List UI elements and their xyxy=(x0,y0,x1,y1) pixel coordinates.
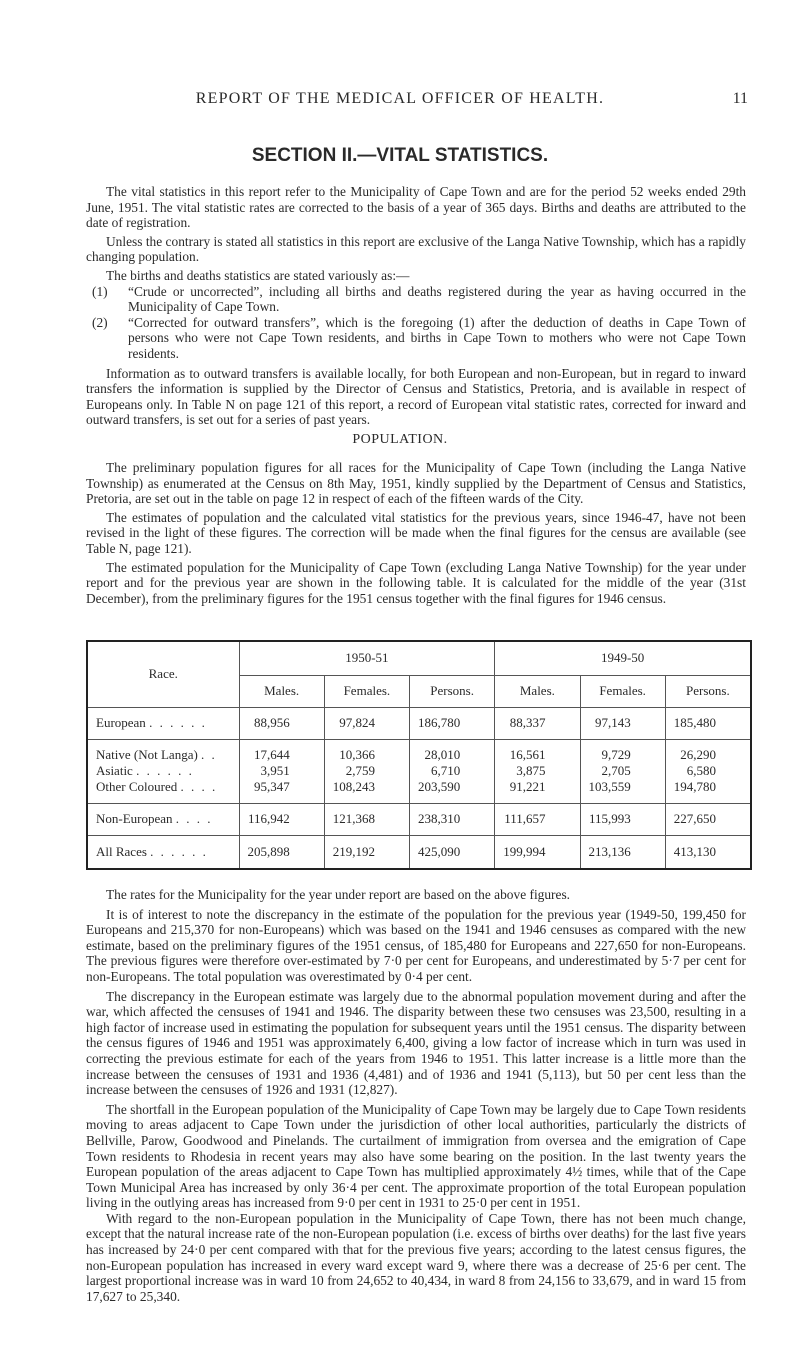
table-cell: 16,561 xyxy=(509,747,546,762)
table-cell: 97,824 xyxy=(324,707,409,739)
analysis-paragraph-5: With regard to the non-European population in the Municipality of Cape Town, there has not been much change, except that the natural increase rate of the non-European population (i.e. excess of births over deaths) for the last five years has increased by 24·0 per cent compared with that for the previous five years; according to the latest census figures, the non-European population has increased in every ward except ward 9, where there was a decrease of 25·6 per cent. The largest proportional increase was in ward 10 from 24,652 to 40,434, in ward 8 from 24,156 to 33,679, and in ward 15 from 17,627 to 25,340. xyxy=(86,1210,746,1304)
table-cell: 108,243 xyxy=(332,779,375,794)
analysis-text xyxy=(86,887,746,1304)
table-cell: 194,780 xyxy=(673,779,716,794)
analysis-paragraph-3: The discrepancy in the European estimate was largely due to the abnormal population movement during and after the war, which affected the censuses of 1941 and 1946. The disparity between these two censuses was 23,500, resulting in a high factor of increase used in estimating the population for subsequent years until the 1951 census. The disparity between the census figures of 1946 and 1951 was approximately 6,400, giving a low factor of increase which in turn was used in correcting the previous estimate for each of the years from 1946 to 1951. This latter increase is a little more than the increase between the censuses of 1931 and 1936 (4,481) and of 1936 and 1941 (5,113), but 50 per cent less than the increase between the censuses of 1926 and 1931 (12,827). xyxy=(86,988,746,1098)
list-item: (2) “Corrected for outward transfers”, which is the foregoing (1) after the deduction of deaths in Cape Town of persons who were not Cape Town residents, and births in Cape Town to mothers who were not Cape Town residents. xyxy=(92,314,746,361)
table-cell: 413,130 xyxy=(665,835,751,869)
table-row-group: Native (Not Langa) . . Asiatic . . . . . . Other Coloured . . . . 17,644 3,951 95,347 10,366 2,759 108,243 28,010 6,710 203,590 16,561 3,875 91,221 9,729 2,705 103,559 26,290 6,580 194,780 xyxy=(87,739,751,803)
col-males: Males. xyxy=(495,675,580,707)
table-cell: 103,559 xyxy=(588,779,631,794)
table-cell: 425,090 xyxy=(410,835,495,869)
table-cell: 26,290 xyxy=(680,747,716,762)
population-text xyxy=(86,460,746,606)
table-cell: 2,759 xyxy=(345,763,375,778)
table-cell: 203,590 xyxy=(418,779,461,794)
population-heading: POPULATION. xyxy=(352,432,448,447)
intro-text xyxy=(86,184,746,428)
table-cell: 88,337 xyxy=(495,707,580,739)
table-cell: 219,192 xyxy=(324,835,409,869)
col-males: Males. xyxy=(239,675,324,707)
table-cell: 199,994 xyxy=(495,835,580,869)
table-cell: 10,366 xyxy=(339,747,375,762)
section-title: SECTION II.—VITAL STATISTICS. xyxy=(251,145,549,166)
population-table xyxy=(86,640,752,870)
table-cell: 6,580 xyxy=(686,763,716,778)
intro-paragraph-1: The vital statistics in this report refer to the Municipality of Cape Town and are for the period 52 weeks ended 29th June, 1951. The vital statistic rates are corrected to the basis of a year of 365 days. Births and deaths are attributed to the date of registration. xyxy=(86,184,746,231)
table-cell: 28,010 xyxy=(424,747,461,762)
table-cell: 2,705 xyxy=(601,763,631,778)
race-label: Other Coloured xyxy=(96,779,178,794)
col-persons: Persons. xyxy=(410,675,495,707)
table-cell: 115,993 xyxy=(580,803,665,835)
table-cell: 6,710 xyxy=(431,763,461,778)
race-header: Race. xyxy=(87,641,239,707)
analysis-paragraph-4: The shortfall in the European population of the Municipality of Cape Town may be largely due to Cape Town residents moving to areas adjacent to Cape Town under the jurisdiction of other local authorities, particularly the districts of Bellville, Parow, Goodwood and Pinelands. The curtailment of immigration from oversea and the emigration of Cape Town residents to Rhodesia in recent years may also have some bearing on the position. In the last twenty years the European population of the areas adjacent to Cape Town has multiplied approximately 4½ times, while that of the Cape Town Municipal Area has increased by only 36·4 per cent. The approximate proportion of the total European population living in the outlying areas has increased from 9·0 per cent in 1931 to 25·0 per cent in 1951. xyxy=(86,1101,746,1211)
table-row: Non-European . . . . 116,942 121,368 238,310 111,657 115,993 227,650 xyxy=(87,803,751,835)
table-cell: 213,136 xyxy=(580,835,665,869)
population-paragraph-3: The estimated population for the Municipality of Cape Town (excluding Langa Native Township) for the year under report and for the previous year are shown in the following table. It is calculated for the middle of the year (31st December), from the preliminary figures for the 1951 census together with the final figures for 1946 census. xyxy=(86,559,746,606)
period-header-1950-51: 1950-51 xyxy=(239,641,495,675)
table-cell: 186,780 xyxy=(410,707,495,739)
table-cell: 227,650 xyxy=(665,803,751,835)
table-cell: 3,951 xyxy=(260,763,290,778)
page-header xyxy=(0,90,800,112)
analysis-paragraph-1: The rates for the Municipality for the year under report are based on the above figures. xyxy=(106,887,571,902)
table-cell: 95,347 xyxy=(254,779,290,794)
col-females: Females. xyxy=(324,675,409,707)
table-row: All Races . . . . . . 205,898 219,192 425,090 199,994 213,136 413,130 xyxy=(87,835,751,869)
table-cell: 91,221 xyxy=(509,779,546,794)
population-paragraph-1: The preliminary population figures for all races for the Municipality of Cape Town (including the Langa Native Township) as enumerated at the Census on 8th May, 1951, kindly supplied by the Department of Census and Statistics, Pretoria, are set out in the table on page 12 in respect of each of the fifteen wards of the City. xyxy=(86,460,746,507)
statistics-types-list xyxy=(86,284,746,362)
intro-paragraph-2: Unless the contrary is stated all statistics in this report are exclusive of the Langa Native Township, which has a rapidly changing population. xyxy=(86,233,746,265)
analysis-paragraph-2: It is of interest to note the discrepancy in the estimate of the population for the previous year (1949-50, 199,450 for Europeans and 215,370 for non-Europeans) which was based on the 1941 and 1946 censuses as compared with the new estimate, based on the preliminary figures of the 1951 census, of 185,480 for Europeans and 227,650 for non-Europeans. The previous figures were therefore over-estimated by 7·0 per cent for Europeans, and underestimated by 5·7 per cent for non-Europeans. The total population was overestimated by 0·4 per cent. xyxy=(86,906,746,984)
col-females: Females. xyxy=(580,675,665,707)
race-label: Asiatic xyxy=(96,763,133,778)
race-label: European xyxy=(96,715,146,730)
table-row xyxy=(87,707,751,739)
intro-paragraph-4: Information as to outward transfers is available locally, for both European and non-European, but in regard to inward transfers the information is supplied by the Director of Census and Statistics, Pretoria, and is available in respect of Europeans only. In Table N on page 121 of this report, a record of European vital statistic rates, corrected for inward and outward transfers, is set out for a series of past years. xyxy=(86,365,746,428)
race-label: All Races xyxy=(96,843,147,859)
page-number: 11 xyxy=(732,90,748,107)
table-cell: 116,942 xyxy=(239,803,324,835)
table-cell: 17,644 xyxy=(254,747,290,762)
table-cell: 9,729 xyxy=(601,747,631,762)
col-persons: Persons. xyxy=(665,675,751,707)
report-title: REPORT OF THE MEDICAL OFFICER OF HEALTH. xyxy=(195,90,605,107)
leader-dots: . . . . . . xyxy=(149,715,207,730)
table-cell: 205,898 xyxy=(239,835,324,869)
race-label: Native (Not Langa) xyxy=(96,747,198,762)
table-cell: 97,143 xyxy=(580,707,665,739)
population-paragraph-2: The estimates of population and the calculated vital statistics for the previous years, since 1946-47, have not been revised in the light of these figures. The correction will be made when the final figures for the census are available (see Table N, page 121). xyxy=(86,509,746,556)
race-label: Non-European xyxy=(96,811,173,826)
table-cell: 238,310 xyxy=(410,803,495,835)
period-header-1949-50: 1949-50 xyxy=(495,641,751,675)
table-cell: 88,956 xyxy=(239,707,324,739)
table-cell: 185,480 xyxy=(665,707,751,739)
table-cell: 111,657 xyxy=(495,803,580,835)
list-item: (1) “Crude or uncorrected”, including all births and deaths registered during the year as having occurred in the Municipality of Cape Town. xyxy=(92,283,746,315)
intro-paragraph-3: The births and deaths statistics are stated variously as:— xyxy=(106,267,410,283)
table-cell: 3,875 xyxy=(516,763,546,778)
table-cell: 121,368 xyxy=(324,803,409,835)
